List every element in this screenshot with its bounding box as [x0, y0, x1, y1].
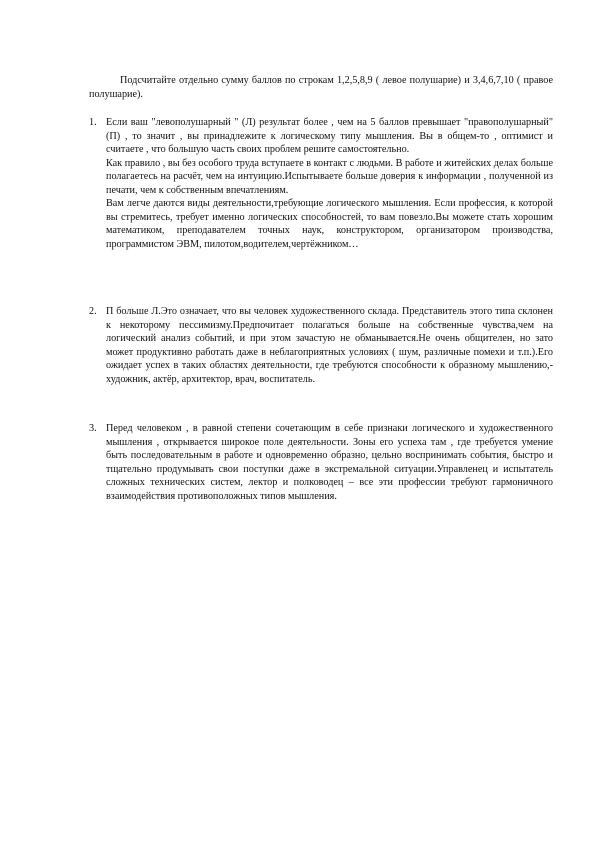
list-item-body: [106, 422, 553, 503]
paragraph: Вам легче даются виды деятельности,требующие логического мышления. Если профессия, к которой вы стремитесь, требует именно логических способностей, то вам повезло.Вы можете стать хорошим математиком, преподавателем точных наук, конструктором, организатором производства, программистом ЭВМ, пилотом,водителем,чертёжником…: [106, 198, 553, 250]
list-item-body: [106, 116, 553, 251]
paragraph: Если ваш "левополушарный " (Л) результат более , чем на 5 баллов превышает "правополушарный" (П) , то значит , вы принадлежите к логическому типу мышления. Вы в общем-то , оптимист и считаете , что большую часть своих проблем решите самостоятельно.: [106, 117, 553, 155]
paragraph: П больше Л.Это означает, что вы человек художественного склада. Представитель этого типа склонен к некоторому пессимизму.Предпочитает полагаться больше на собственные чувства,чем на логический анализ событий, и при этом зачастую не обманывается.Не очень общителен, но зато может продуктивно работать даже в неблагоприятных условиях ( шум, различные помехи и т.п.).Его ожидает успех в таких областях деятельности, где требуются способности к образному мышлению,-художник, актёр, архитектор, врач, воспитатель.: [106, 306, 553, 385]
paragraph: Как правило , вы без особого труда вступаете в контакт с людьми. В работе и житейских делах больше полагаетесь на расчёт, чем на интуицию.Испытываете больше доверия к информации , полученной из печати, чем к собственным впечатлениям.: [106, 157, 553, 196]
intro-paragraph: Подсчитайте отдельно сумму баллов по строкам 1,2,5,8,9 ( левое полушарие) и 3,4,6,7,10 ( правое полушарие).: [89, 75, 553, 100]
paragraph: Перед человеком , в равной степени сочетающим в себе признаки логического и художественного мышления , открывается широкое поле деятельности. Зоны его успеха там , где требуется умение быть последовательным в работе и одновременно образно, цельно воспринимать события, быстро и тщательно продумывать свои поступки даже в экстремальной ситуации.Управленец и испытатель сложных технических систем, лектор и полководец – все эти профессии требуют гармоничного взаимодействия противоположных типов мышления.: [106, 423, 553, 502]
list-number: 1.: [89, 117, 97, 128]
list-number: 3.: [89, 423, 97, 434]
list-item-body: [106, 305, 553, 386]
list-number: 2.: [89, 306, 97, 317]
